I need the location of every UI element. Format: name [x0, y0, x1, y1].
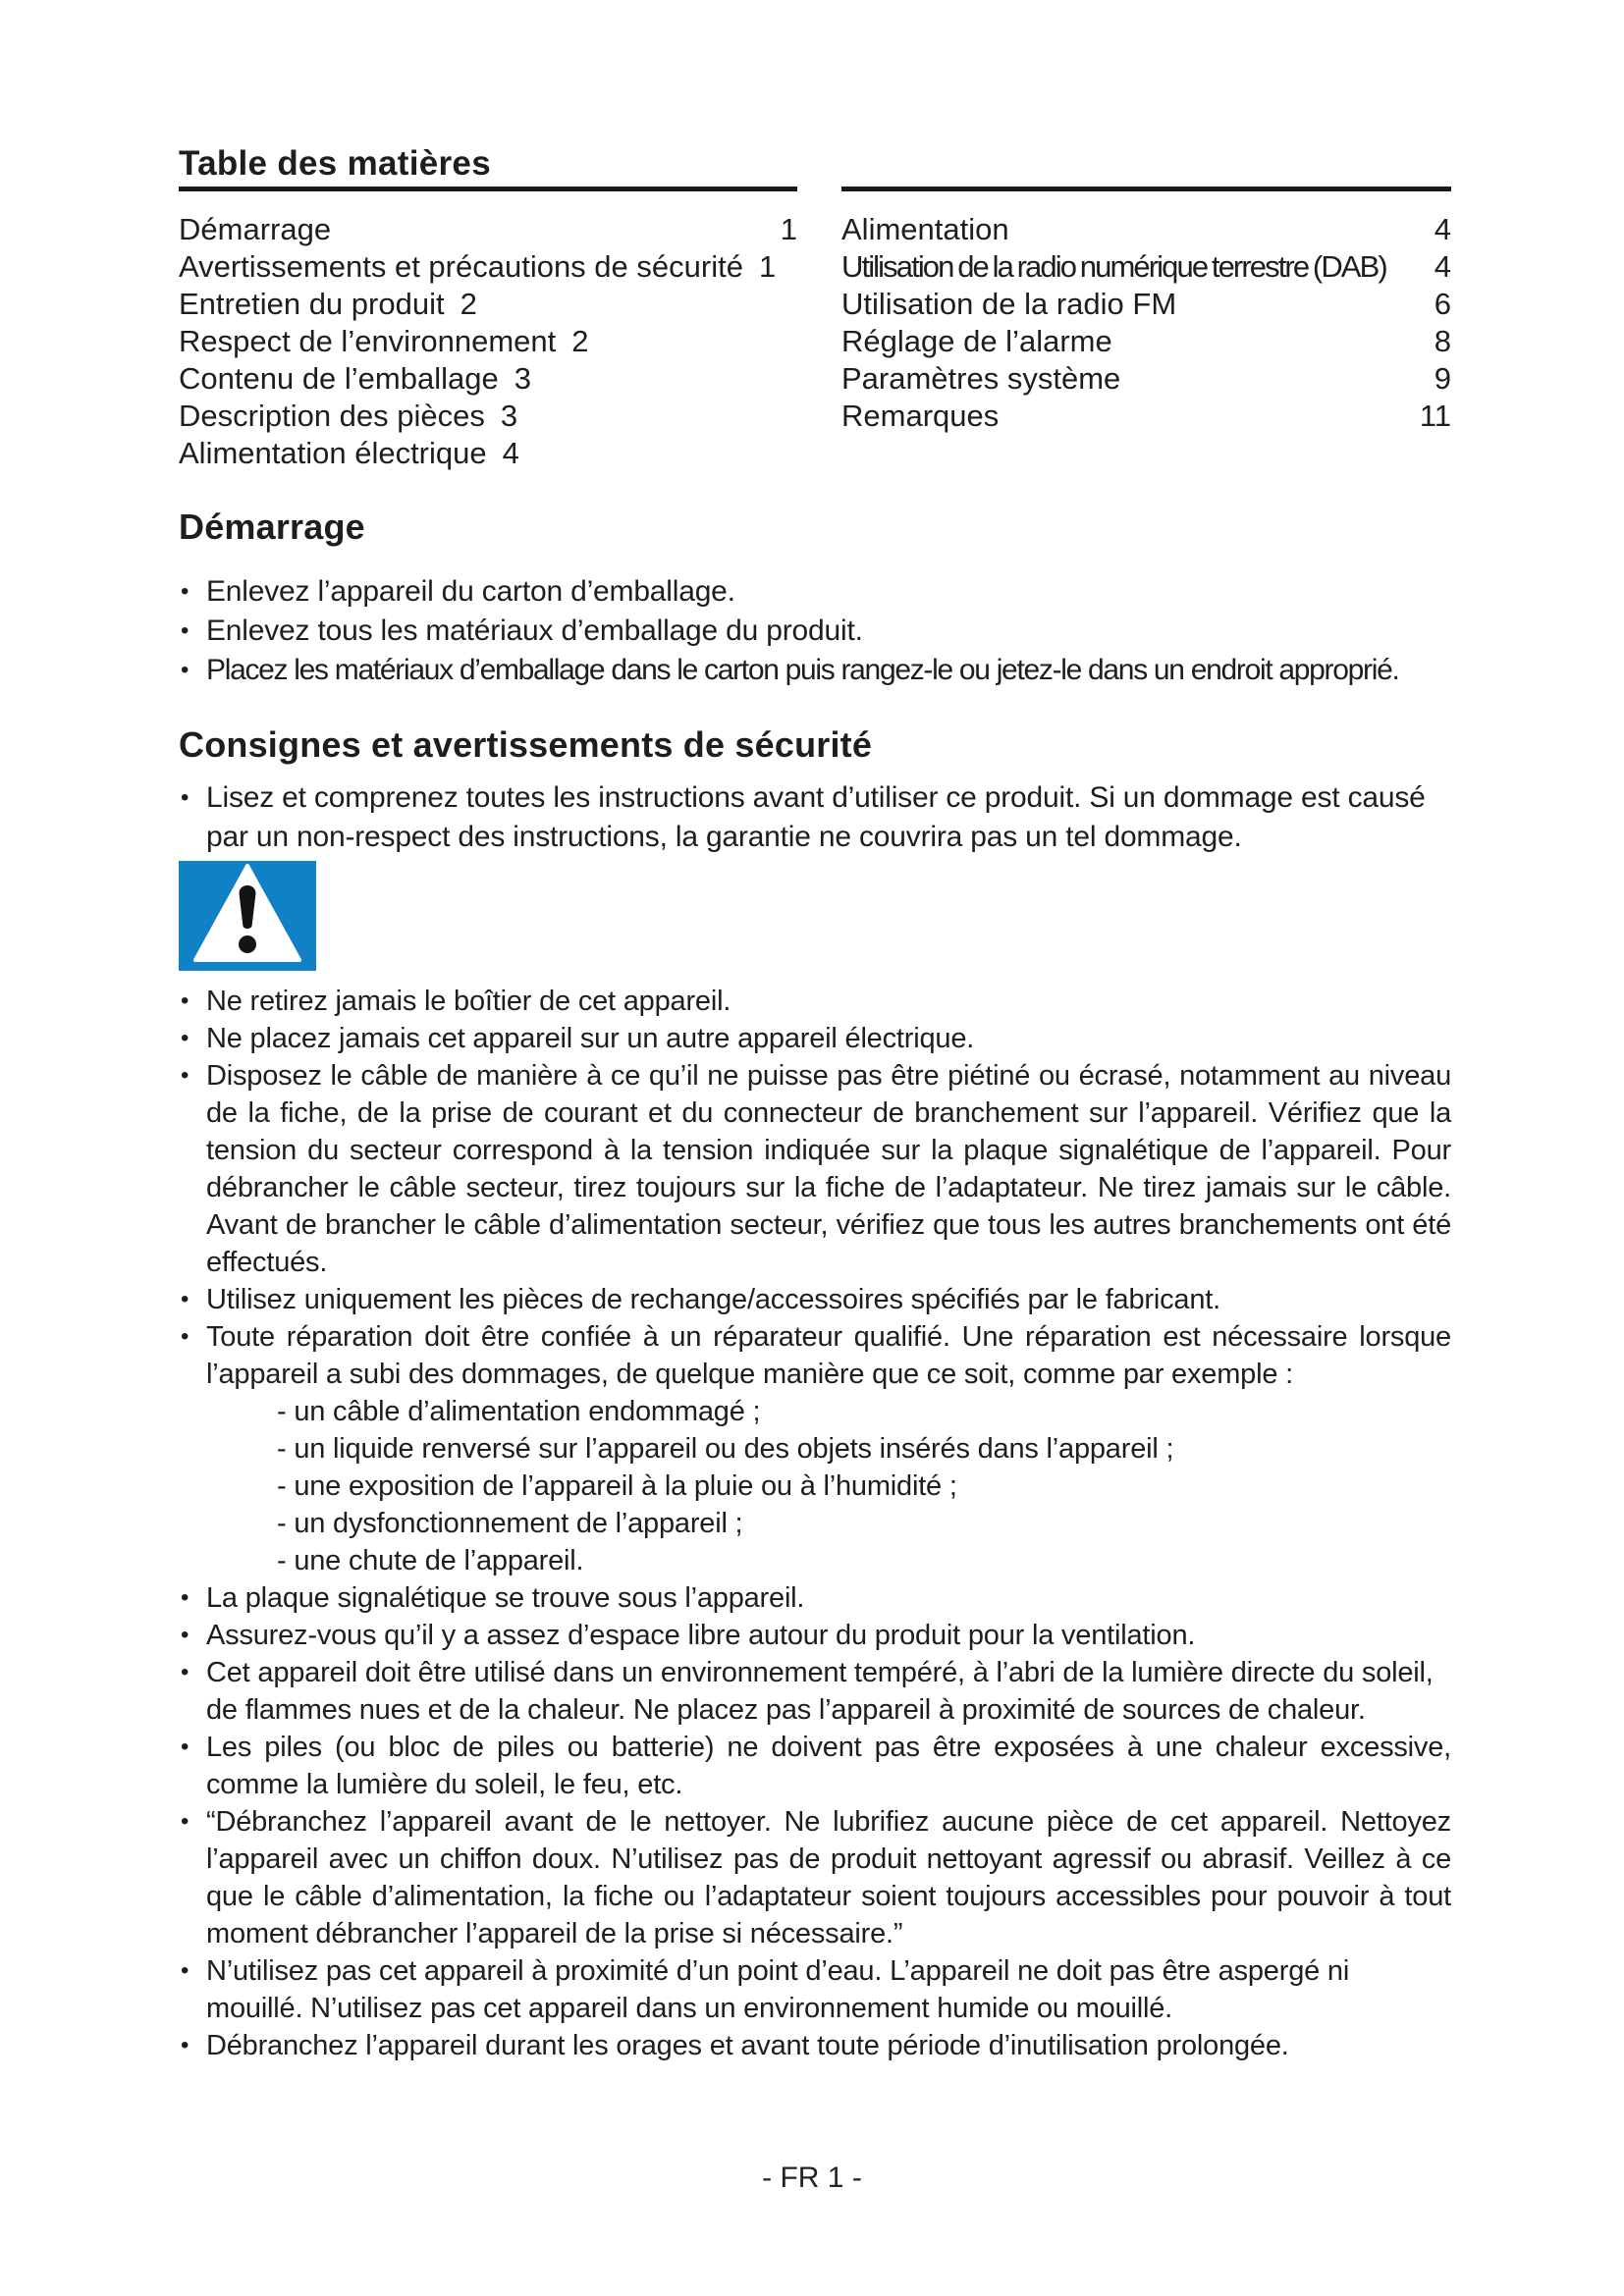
toc-entry-page-number: 1 — [758, 249, 777, 284]
bullet-item: • Lisez et comprenez toutes les instructions avant d’utiliser ce produit. Si un dommage est causé par un non-respect des instructions, la garantie ne couvrira pas un tel dommage. — [179, 778, 1451, 857]
table-of-contents — [179, 143, 1451, 472]
toc-entry-label: Réglage de l’alarme — [841, 324, 1112, 358]
toc-entry — [179, 211, 797, 248]
bullet-item: • Utilisez uniquement les pièces de rechange/accessoires spécifiés par le fabricant. — [179, 1281, 1451, 1318]
bullet-item: • Ne placez jamais cet appareil sur un autre appareil électrique. — [179, 1020, 1451, 1057]
toc-column-right — [841, 143, 1451, 472]
toc-entry-label: Alimentation — [841, 212, 1009, 246]
bullet-item: • Ne retirez jamais le boîtier de cet appareil. — [179, 983, 1451, 1020]
sub-list-item: - une exposition de l’appareil à la pluie ou à l’humidité ; — [277, 1470, 957, 1502]
toc-entry — [841, 360, 1451, 398]
bullet-item: • Les piles (ou bloc de piles ou batterie) ne doivent pas être exposées à une chaleur excessive, comme la lumière du soleil, le feu, etc. — [179, 1729, 1451, 1803]
consignes-intro-bullet-list — [179, 778, 1451, 857]
bullet-item: • Assurez-vous qu’il y a assez d’espace libre autour du produit pour la ventilation. — [179, 1617, 1451, 1654]
sub-list-item: - un liquide renversé sur l’appareil ou des objets insérés dans l’appareil ; — [277, 1433, 1174, 1465]
toc-entry-page-number: 1 — [780, 212, 797, 246]
toc-entry-page-number: 4 — [1434, 249, 1451, 284]
sub-list-item: - un dysfonctionnement de l’appareil ; — [277, 1508, 743, 1539]
warning-triangle-icon — [179, 861, 316, 971]
toc-entry-page-number: 4 — [1434, 212, 1451, 246]
toc-entry-label: Utilisation de la radio numérique terrestre (DAB) — [841, 249, 1386, 284]
toc-rule-left — [179, 187, 797, 191]
toc-entry-label: Respect de l’environnement — [179, 324, 557, 358]
toc-title-spacer — [841, 143, 1451, 185]
toc-entry — [179, 435, 797, 472]
toc-entry-label: Contenu de l’emballage — [179, 361, 499, 396]
toc-entry-label: Utilisation de la radio FM — [841, 287, 1177, 321]
toc-rule-right — [841, 187, 1451, 191]
section-heading-demarrage: Démarrage — [179, 507, 365, 547]
toc-entry-page-number: 11 — [1419, 399, 1451, 433]
toc-entry-label: Remarques — [841, 399, 1000, 433]
toc-entry-page-number: 2 — [460, 287, 477, 321]
toc-title: Table des matières — [179, 144, 491, 183]
safety-bullet-list — [179, 983, 1451, 2064]
bullet-item: • Disposez le câble de manière à ce qu’il ne puisse pas être piétiné ou écrasé, notamment au niveau de la fiche, de la prise de courant et du connecteur de branchement sur l’appareil. Vérifiez que la tension du secteur correspond à la tension indiquée sur la plaque signalétique de l’appareil. Pour débrancher le câble secteur, tirez toujours sur la fiche de l’adaptateur. Ne tirez jamais sur le câble. Avant de brancher le câble d’alimentation secteur, vérifiez que tous les autres branchements ont été effectués. — [179, 1057, 1451, 1281]
toc-entry-page-number: 3 — [500, 399, 518, 433]
toc-entry — [179, 248, 797, 286]
toc-list-right — [841, 211, 1451, 435]
toc-entry-page-number: 2 — [571, 324, 589, 358]
bullet-item: • “Débranchez l’appareil avant de le nettoyer. Ne lubrifiez aucune pièce de cet appareil. Nettoyez l’appareil avec un chiffon doux. N’utilisez pas de produit nettoyant agressif ou abrasif. Veillez à ce que le câble d’alimentation, la fiche ou l’adaptateur soient toujours accessibles pour pouvoir à tout moment débrancher l’appareil de la prise si nécessaire.” — [179, 1803, 1451, 1952]
toc-entry — [179, 398, 797, 435]
toc-entry — [179, 360, 797, 398]
toc-entry — [841, 398, 1451, 435]
bullet-item: • Cet appareil doit être utilisé dans un environnement tempéré, à l’abri de la lumière directe du soleil, de flammes nues et de la chaleur. Ne placez pas l’appareil à proximité de sources de chaleur. — [179, 1654, 1451, 1729]
toc-entry-label: Démarrage — [179, 212, 332, 246]
toc-entry-page-number: 8 — [1434, 324, 1451, 358]
bullet-item: • Placez les matériaux d’emballage dans le carton puis rangez-le ou jetez-le dans un endroit approprié. — [179, 651, 1451, 690]
toc-entry — [179, 323, 797, 360]
section-heading-consignes: Consignes et avertissements de sécurité — [179, 724, 873, 765]
toc-entry-label: Paramètres système — [841, 361, 1121, 396]
bullet-item: • Enlevez tous les matériaux d’emballage du produit. — [179, 612, 1451, 651]
toc-entry — [841, 323, 1451, 360]
page-content — [179, 143, 1451, 2064]
toc-list-left — [179, 211, 797, 472]
toc-entry-label: Avertissements et précautions de sécurité — [179, 249, 743, 284]
toc-entry-page-number: 3 — [514, 361, 531, 396]
sub-list-item: - une chute de l’appareil. — [277, 1545, 584, 1576]
toc-entry-label: Alimentation électrique — [179, 436, 487, 470]
toc-entry-page-number: 9 — [1434, 361, 1451, 396]
toc-entry-label: Description des pièces — [179, 399, 485, 433]
toc-entry-label: Entretien du produit — [179, 287, 445, 321]
toc-entry — [841, 248, 1451, 286]
bullet-item: • Toute réparation doit être confiée à un réparateur qualifié. Une réparation est nécessaire lorsque l’appareil a subi des dommages, de quelque manière que ce soit, comme par exemple : — [179, 1318, 1451, 1393]
toc-entry-page-number: 4 — [502, 436, 519, 470]
toc-entry — [841, 286, 1451, 323]
page-number: - FR 1 - — [762, 2162, 862, 2194]
demarrage-bullet-list — [179, 572, 1451, 690]
toc-column-left — [179, 143, 797, 472]
toc-entry-page-number: 6 — [1434, 287, 1451, 321]
toc-entry — [179, 286, 797, 323]
sub-list-item: - un câble d’alimentation endommagé ; — [277, 1396, 761, 1427]
bullet-item: • N’utilisez pas cet appareil à proximité d’un point d’eau. L’appareil ne doit pas être aspergé ni mouillé. N’utilisez pas cet appareil dans un environnement humide ou mouillé. — [179, 1952, 1451, 2027]
bullet-item: • La plaque signalétique se trouve sous l’appareil. — [179, 1579, 1451, 1617]
bullet-item: • Enlevez l’appareil du carton d’emballage. — [179, 572, 1451, 612]
bullet-item: • Débranchez l’appareil durant les orages et avant toute période d’inutilisation prolongée. — [179, 2027, 1451, 2064]
toc-entry — [841, 211, 1451, 248]
